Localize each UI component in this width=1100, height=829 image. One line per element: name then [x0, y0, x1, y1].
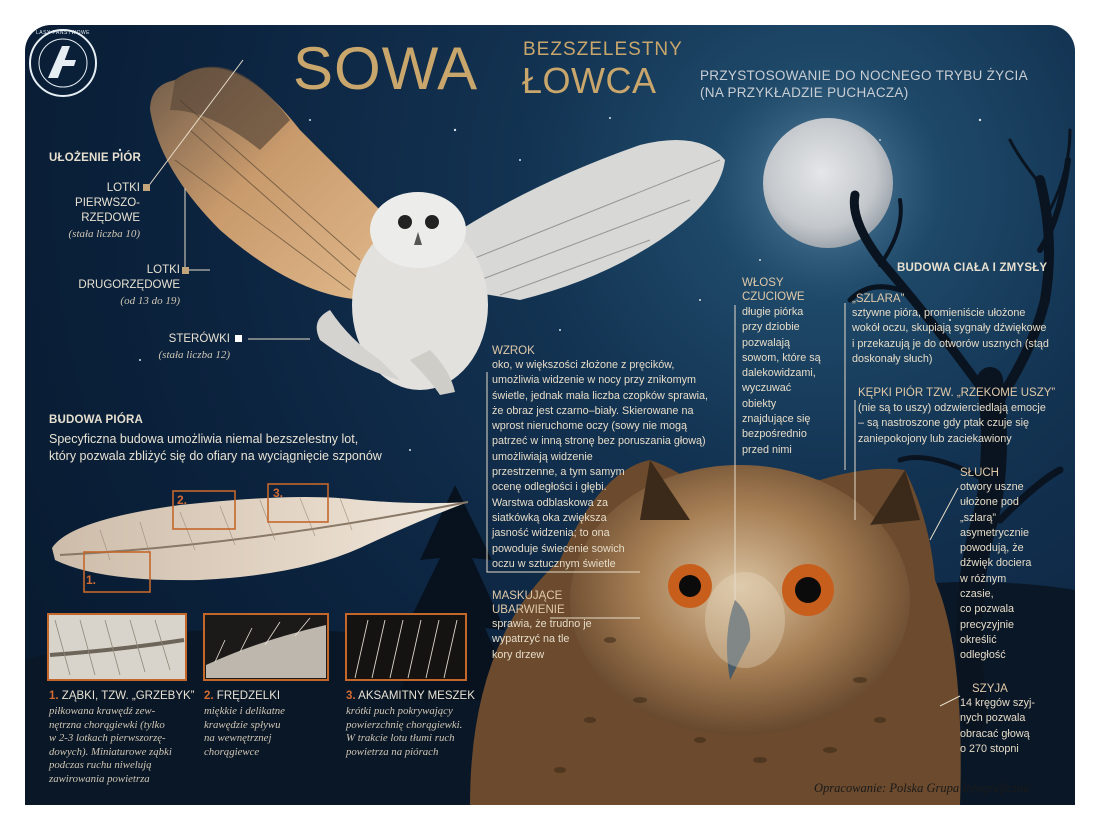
tail-note: (stała liczba 12) [158, 349, 230, 361]
vision-title: WZROK [492, 345, 535, 357]
whiskers-title-1: WŁOSY [742, 277, 784, 289]
feather-illustration [52, 497, 468, 580]
secondary-label-2: DRUGORZĘDOWE [78, 279, 180, 291]
title-main: SOWA [293, 35, 479, 102]
disc-title: „SZLARA” [852, 293, 905, 305]
marker-1: 1. [86, 573, 97, 587]
primary-note: (stała liczba 10) [68, 228, 140, 240]
detail-1-title: 1. ZĄBKI, TZW. „GRZEBYK” [49, 690, 195, 702]
title-sub2: (NA PRZYKŁADZIE PUCHACZA) [700, 85, 909, 100]
disc-text: sztywne pióra, promieniście ułożone wokół oczu, skupiają sygnały dźwiękowe i przekazują je do otworów usznych (stąd doskonały słuch) [852, 307, 1049, 365]
primary-label-3: RZĘDOWE [81, 212, 140, 224]
whiskers-title-2: CZUCIOWE [742, 291, 805, 303]
logo [30, 30, 96, 96]
structure-text-1: Specyficzna budowa umożliwia niemal bezszelestny lot, [49, 432, 359, 446]
ears-text: (nie są to uszy) odzwierciedlają emocje – są nastroszone gdy ptak czuje się zaniepokojony lub zaciekawiony [858, 402, 1046, 445]
vision-text: oko, w większości złożone z pręcików, umożliwia widzenie w nocy przy znikomym świetle, jednak mała liczba czopków sprawia, że obraz jest czarno–biały. Skierowane na wprost nieruchome oczy (sowy nie mogą patrzeć w inną stronę bez poruszania głową) umożliwiają widzenie przestrzenne, a tym samym ocenę odległości i głębi. Warstwa odblaskowa za siatkówką oka zwiększa jasność widzenia; to ona powoduje świecenie sowich oczu w sztucznym świetle [492, 359, 709, 570]
hearing-title: SŁUCH [960, 467, 999, 479]
detail-3-text: krótki puch pokrywający powierzchnię chorągiewki. W trakcie lotu tłumi ruch powietrza na piórach [346, 705, 463, 758]
secondary-label-1: LOTKI [146, 264, 180, 276]
marker-3: 3. [273, 486, 284, 500]
title-sub1: PRZYSTOSOWANIE DO NOCNEGO TRYBU ŻYCIA [700, 68, 1028, 83]
ears-title: KĘPKI PIÓR TZW. „RZEKOME USZY” [858, 387, 1056, 399]
secondary-note: (od 13 do 19) [120, 295, 180, 307]
marker-secondary [182, 267, 189, 274]
owl-flying-head [370, 192, 466, 268]
camo-title-2: UBARWIENIE [492, 604, 565, 616]
marker-primary [143, 184, 150, 191]
neck-title: SZYJA [972, 683, 1008, 695]
feathers-heading: UŁOŻENIE PIÓR [49, 152, 142, 164]
detail-2-text: miękkie i delikatne krawędzie spływu na wewnętrznej chorągiewce [204, 705, 285, 758]
whiskers-text: długie piórka przy dziobie pozwalają sowom, które są dalekowidzami, wyczuwać obiekty znajdujące się bezpośrednio przed nimi [742, 306, 821, 456]
credit: Opracowanie: Polska Grupa Infograficzna [814, 781, 1030, 795]
marker-2: 2. [177, 493, 188, 507]
title-line2: ŁOWCA [522, 60, 657, 101]
moon [763, 118, 893, 248]
owl-right-wing [460, 140, 725, 300]
neck-text: 14 kręgów szyj- nych pozwala obracać głową o 270 stopni [960, 697, 1036, 755]
structure-text-2: który pozwala zbliżyć się do ofiary na wyciągnięcie szponów [49, 449, 382, 463]
tail-label: STERÓWKI [168, 333, 230, 345]
logo-text: LASY PAŃSTWOWE [35, 30, 91, 36]
detail-thumbnails [48, 614, 466, 680]
body-heading: BUDOWA CIAŁA I ZMYSŁY [897, 262, 1048, 274]
camo-title-1: MASKUJĄCE [492, 590, 563, 602]
camo-text: sprawia, że trudno je wypatrzyć na tle kory drzew [492, 618, 592, 661]
detail-3-title: 3. AKSAMITNY MESZEK [346, 690, 475, 702]
title-line1: BEZSZELESTNY [523, 39, 683, 60]
marker-tail [235, 335, 242, 342]
primary-label-2: PIERWSZO- [75, 197, 140, 209]
structure-heading: BUDOWA PIÓRA [49, 414, 143, 426]
detail-2-title: 2. FRĘDZELKI [204, 690, 281, 702]
primary-label-1: LOTKI [106, 182, 140, 194]
hearing-text: otwory uszne ułożone pod „szlarą” asymetrycznie powodują, że dźwięk dociera w różnym czasie, co pozwala precyzyjnie określić odległość [960, 481, 1032, 662]
detail-1-text: piłkowana krawędź zew- nętrzna chorągiewki (tylko w 2-3 lotkach pierwszorzę- dowych). Miniaturowe ząbki podczas ruchu niwelują zawirowania powietrza [49, 705, 172, 785]
